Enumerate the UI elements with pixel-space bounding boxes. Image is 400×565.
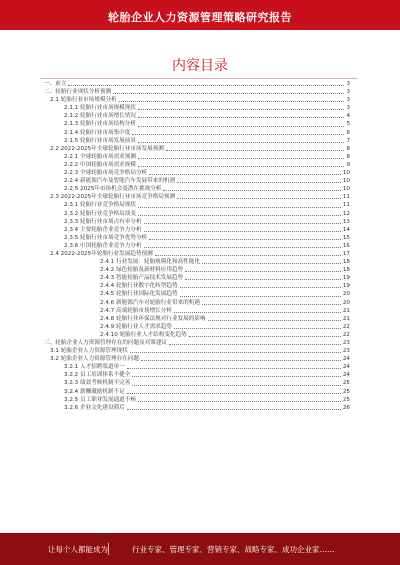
toc-leader-dots bbox=[144, 231, 341, 232]
toc-entry-page: 19 bbox=[342, 283, 350, 290]
toc-entry-title: 2.3 2022-2025年全球轮胎行业市场竞争格局预测 bbox=[50, 194, 176, 201]
toc-leader-dots bbox=[163, 190, 341, 191]
toc-entry[interactable] bbox=[40, 242, 350, 250]
toc-entry[interactable] bbox=[40, 258, 350, 266]
toc-entry-page: 14 bbox=[342, 226, 350, 233]
toc-entry[interactable] bbox=[40, 145, 350, 153]
toc-entry-page: 21 bbox=[342, 315, 350, 322]
toc-entry-title: 2.1.4 轮胎行业市场集中度 bbox=[64, 129, 131, 136]
footer-slogan: 让每个人都能成为 bbox=[48, 545, 108, 554]
toc-entry-page: 17 bbox=[342, 250, 350, 257]
toc-entry-title: 三、轮胎企业人力资源管理存在的问题及对策建议 bbox=[44, 340, 168, 346]
toc-entry-title: 一、前言 bbox=[44, 81, 67, 87]
toc-entry-page: 15 bbox=[342, 234, 350, 241]
toc-leader-dots bbox=[68, 85, 344, 86]
toc-entry-title: 2.4.7 高端轮胎市场增长分析 bbox=[100, 307, 172, 314]
toc-entry[interactable] bbox=[40, 80, 350, 88]
toc-leader-dots bbox=[138, 117, 344, 118]
toc-leader-dots bbox=[138, 126, 344, 127]
toc-entry-page: 10 bbox=[342, 186, 350, 193]
toc-leader-dots bbox=[138, 215, 341, 216]
toc-entry-title: 二、轮胎行业现状分析预测 bbox=[44, 89, 112, 96]
toc-entry-page: 13 bbox=[342, 218, 350, 225]
toc-entry[interactable] bbox=[40, 193, 350, 201]
toc-entry-title: 2.4 2022-2025年轮胎行业发展趋势预测 bbox=[50, 250, 153, 257]
toc-entry-title: 2.2.2 中国轮胎市场需求规模 bbox=[64, 161, 136, 168]
toc-entry-page: 24 bbox=[342, 372, 350, 379]
toc-leader-dots bbox=[189, 336, 341, 337]
toc-leader-dots bbox=[208, 320, 341, 321]
toc-entry-page: 23 bbox=[342, 340, 350, 346]
toc-leader-dots bbox=[180, 296, 341, 297]
toc-entry-page: 8 bbox=[346, 153, 350, 160]
toc-entry-title: 3.1 轮胎企业人力资源管理现状 bbox=[50, 348, 128, 355]
toc-entry-page: 11 bbox=[342, 194, 350, 201]
toc-leader-dots bbox=[132, 385, 341, 386]
toc-leader-dots bbox=[144, 247, 341, 248]
footer-tagline: 行业专家、管理专家、营销专家、战略专家、成功企业家…… bbox=[132, 545, 335, 554]
toc-entry-title: 2.3.3 轮胎行业市场占有率分析 bbox=[64, 218, 142, 225]
toc-entry-title: 2.4.3 智能轮胎产品技术发展趋势 bbox=[100, 275, 184, 282]
toc-leader-dots bbox=[127, 409, 341, 410]
toc-entry[interactable] bbox=[40, 120, 350, 128]
toc-entry[interactable] bbox=[40, 363, 350, 371]
toc-entry[interactable] bbox=[40, 88, 350, 96]
toc-entry-title: 2.4.8 轮胎行业环保法规对行业发展的影响 bbox=[100, 315, 206, 322]
toc-entry-page: 20 bbox=[342, 299, 350, 306]
toc-entry-title: 3.2 轮胎企业人力资源管理存在问题 bbox=[50, 356, 139, 363]
toc-leader-dots bbox=[138, 109, 344, 110]
toc-leader-dots bbox=[132, 134, 344, 135]
toc-entry[interactable] bbox=[40, 323, 350, 331]
toc-entry-page: 23 bbox=[342, 348, 350, 355]
toc-entry-page: 25 bbox=[342, 380, 350, 387]
toc-leader-dots bbox=[132, 376, 341, 377]
toc-entry-page: 21 bbox=[342, 307, 350, 314]
toc-leader-dots bbox=[177, 182, 341, 183]
toc-entry[interactable] bbox=[40, 404, 350, 412]
toc-entry-title: 2.3.5 轮胎行业市场竞争优势分析 bbox=[64, 234, 148, 241]
toc-entry-page: 20 bbox=[342, 291, 350, 298]
toc-entry-page: 18 bbox=[342, 267, 350, 274]
toc-leader-dots bbox=[149, 174, 341, 175]
toc-entry[interactable] bbox=[40, 331, 350, 339]
toc-entry-title: 3.2.3 绩效考核机制不完善 bbox=[64, 380, 131, 387]
toc-entry-page: 3 bbox=[346, 105, 350, 112]
report-title: 轮胎企业人力资源管理策略研究报告 bbox=[108, 11, 292, 24]
toc-leader-dots bbox=[141, 360, 341, 361]
toc-entry-title: 2.1.3 轮胎行业市场结构分析 bbox=[64, 121, 136, 128]
toc-entry-title: 2.2 2022-2025年全球轮胎行业市场发展预测 bbox=[50, 145, 164, 152]
toc-entry-title: 2.2.5 2025年市场机会及潜在挑战分析 bbox=[64, 186, 162, 193]
toc-entry-title: 2.4.9 轮胎行业人才需求趋势 bbox=[100, 323, 172, 330]
toc-entry[interactable] bbox=[40, 299, 350, 307]
footer-bar bbox=[0, 533, 400, 565]
toc-entry[interactable] bbox=[40, 177, 350, 185]
toc-entry-title: 2.4.4 轮胎行业数字化转型趋势 bbox=[100, 283, 178, 290]
toc-entry-title: 3.2.2 员工培训体系不健全 bbox=[64, 372, 131, 379]
toc-entry-title: 3.2.5 员工职业发展通道不畅 bbox=[64, 396, 136, 403]
toc-entry[interactable] bbox=[40, 250, 350, 258]
toc-entry-title: 2.4.6 新能源汽车对轮胎行业带来的机遇 bbox=[100, 299, 200, 306]
toc-leader-dots bbox=[174, 312, 341, 313]
toc-divider bbox=[40, 78, 358, 79]
toc-entry-page: 25 bbox=[342, 388, 350, 395]
toc-entry[interactable] bbox=[40, 185, 350, 193]
toc-leader-dots bbox=[155, 255, 341, 256]
toc-entry-title: 2.4.1 行业发展：轮胎规模化和高性能化 bbox=[100, 259, 200, 266]
toc-entry-page: 8 bbox=[346, 145, 350, 152]
toc-entry-title: 2.3.2 轮胎行业竞争格局演变 bbox=[64, 210, 136, 217]
toc-entry-title: 2.3.1 轮胎行业竞争格局现状 bbox=[64, 202, 136, 209]
toc-leader-dots bbox=[127, 368, 341, 369]
toc-entry[interactable] bbox=[40, 226, 350, 234]
toc-entry[interactable] bbox=[40, 104, 350, 112]
toc-entry-page: 7 bbox=[346, 137, 350, 144]
toc-leader-dots bbox=[127, 393, 341, 394]
toc-leader-dots bbox=[149, 239, 341, 240]
toc-entry-title: 2.4.10 轮胎行业人才结构变化趋势 bbox=[100, 331, 187, 338]
toc-entry[interactable] bbox=[40, 315, 350, 323]
toc-entry[interactable] bbox=[40, 234, 350, 242]
toc-entry[interactable] bbox=[40, 112, 350, 120]
toc-leader-dots bbox=[166, 150, 345, 151]
toc-entry-title: 2.3.6 中国轮胎企业竞争力分析 bbox=[64, 242, 142, 249]
toc-heading: 内容目录 bbox=[172, 58, 228, 74]
toc-entry-page: 22 bbox=[342, 323, 350, 330]
toc-leader-dots bbox=[180, 287, 341, 288]
toc-entry-page: 22 bbox=[342, 331, 350, 338]
table-of-contents bbox=[40, 80, 350, 412]
toc-leader-dots bbox=[138, 142, 344, 143]
toc-entry[interactable] bbox=[40, 347, 350, 355]
toc-entry[interactable] bbox=[40, 266, 350, 274]
toc-entry[interactable] bbox=[40, 96, 350, 104]
toc-entry-title: 2.3.4 主要轮胎企业竞争力分析 bbox=[64, 226, 142, 233]
toc-entry-page: 4 bbox=[346, 113, 350, 120]
toc-entry-page: 3 bbox=[346, 97, 350, 104]
toc-leader-dots bbox=[177, 198, 341, 199]
toc-entry[interactable] bbox=[40, 153, 350, 161]
toc-leader-dots bbox=[169, 344, 341, 345]
toc-entry-page: 18 bbox=[342, 259, 350, 266]
toc-entry-page: 10 bbox=[342, 178, 350, 185]
toc-entry[interactable] bbox=[40, 161, 350, 169]
toc-entry[interactable] bbox=[40, 307, 350, 315]
toc-entry-page: 9 bbox=[346, 161, 350, 168]
toc-leader-dots bbox=[130, 352, 341, 353]
toc-entry[interactable] bbox=[40, 371, 350, 379]
toc-entry-title: 3.2.4 薪酬激励机制不足 bbox=[64, 388, 125, 395]
toc-entry-title: 2.2.4 新能源汽车及智能汽车发展带来的机遇 bbox=[64, 178, 176, 185]
toc-leader-dots bbox=[144, 223, 341, 224]
toc-entry-page: 25 bbox=[342, 396, 350, 403]
toc-entry-page: 19 bbox=[342, 275, 350, 282]
toc-entry-title: 2.1.1 轮胎行业市场规模现状 bbox=[64, 105, 136, 112]
toc-leader-dots bbox=[113, 93, 344, 94]
toc-entry-page: 5 bbox=[346, 121, 350, 128]
toc-entry[interactable] bbox=[40, 388, 350, 396]
toc-entry-page: 12 bbox=[342, 210, 350, 217]
toc-entry[interactable] bbox=[40, 137, 350, 145]
toc-entry-title: 2.1.5 轮胎行业市场发展前景 bbox=[64, 137, 136, 144]
toc-leader-dots bbox=[138, 166, 344, 167]
toc-leader-dots bbox=[138, 158, 344, 159]
toc-entry-title: 2.2.1 全球轮胎市场需求预测 bbox=[64, 153, 136, 160]
footer-divider bbox=[108, 543, 109, 555]
toc-entry[interactable] bbox=[40, 290, 350, 298]
toc-leader-dots bbox=[138, 401, 341, 402]
toc-entry[interactable] bbox=[40, 282, 350, 290]
toc-entry[interactable] bbox=[40, 379, 350, 387]
toc-entry[interactable] bbox=[40, 218, 350, 226]
toc-entry-page: 11 bbox=[342, 202, 350, 209]
toc-leader-dots bbox=[119, 101, 345, 102]
toc-leader-dots bbox=[202, 304, 341, 305]
toc-entry[interactable] bbox=[40, 169, 350, 177]
toc-entry[interactable] bbox=[40, 129, 350, 137]
toc-entry-title: 2.1.2 轮胎行业市场增长情况 bbox=[64, 113, 136, 120]
toc-leader-dots bbox=[185, 279, 341, 280]
toc-entry-title: 2.4.2 绿色轮胎及新材料应用趋势 bbox=[100, 267, 184, 274]
toc-entry-page: 6 bbox=[346, 129, 350, 136]
toc-leader-dots bbox=[174, 328, 341, 329]
toc-entry-page: 24 bbox=[342, 364, 350, 371]
toc-entry[interactable] bbox=[40, 396, 350, 404]
toc-entry[interactable] bbox=[40, 355, 350, 363]
toc-entry[interactable] bbox=[40, 274, 350, 282]
toc-leader-dots bbox=[185, 271, 341, 272]
toc-entry-title: 3.2.6 企业文化建设滞后 bbox=[64, 404, 125, 411]
toc-entry-page: 16 bbox=[342, 242, 350, 249]
toc-entry-page: 3 bbox=[346, 81, 350, 87]
toc-entry-page: 24 bbox=[342, 356, 350, 363]
toc-entry-title: 3.2.1 人才招聘渠道单一 bbox=[64, 364, 125, 371]
toc-entry[interactable] bbox=[40, 201, 350, 209]
report-header-bar bbox=[0, 0, 400, 30]
toc-leader-dots bbox=[138, 207, 341, 208]
toc-entry-page: 3 bbox=[346, 89, 350, 96]
toc-entry[interactable] bbox=[40, 339, 350, 347]
toc-entry-title: 2.2.3 全球轮胎市场竞争格局分析 bbox=[64, 170, 148, 177]
toc-entry-title: 2.1 轮胎行业市场规模分析 bbox=[50, 97, 117, 104]
toc-entry-page: 10 bbox=[342, 170, 350, 177]
toc-entry[interactable] bbox=[40, 210, 350, 218]
toc-leader-dots bbox=[202, 263, 341, 264]
toc-entry-page: 26 bbox=[342, 404, 350, 411]
toc-entry-title: 2.4.5 轮胎行业国际化发展趋势 bbox=[100, 291, 178, 298]
